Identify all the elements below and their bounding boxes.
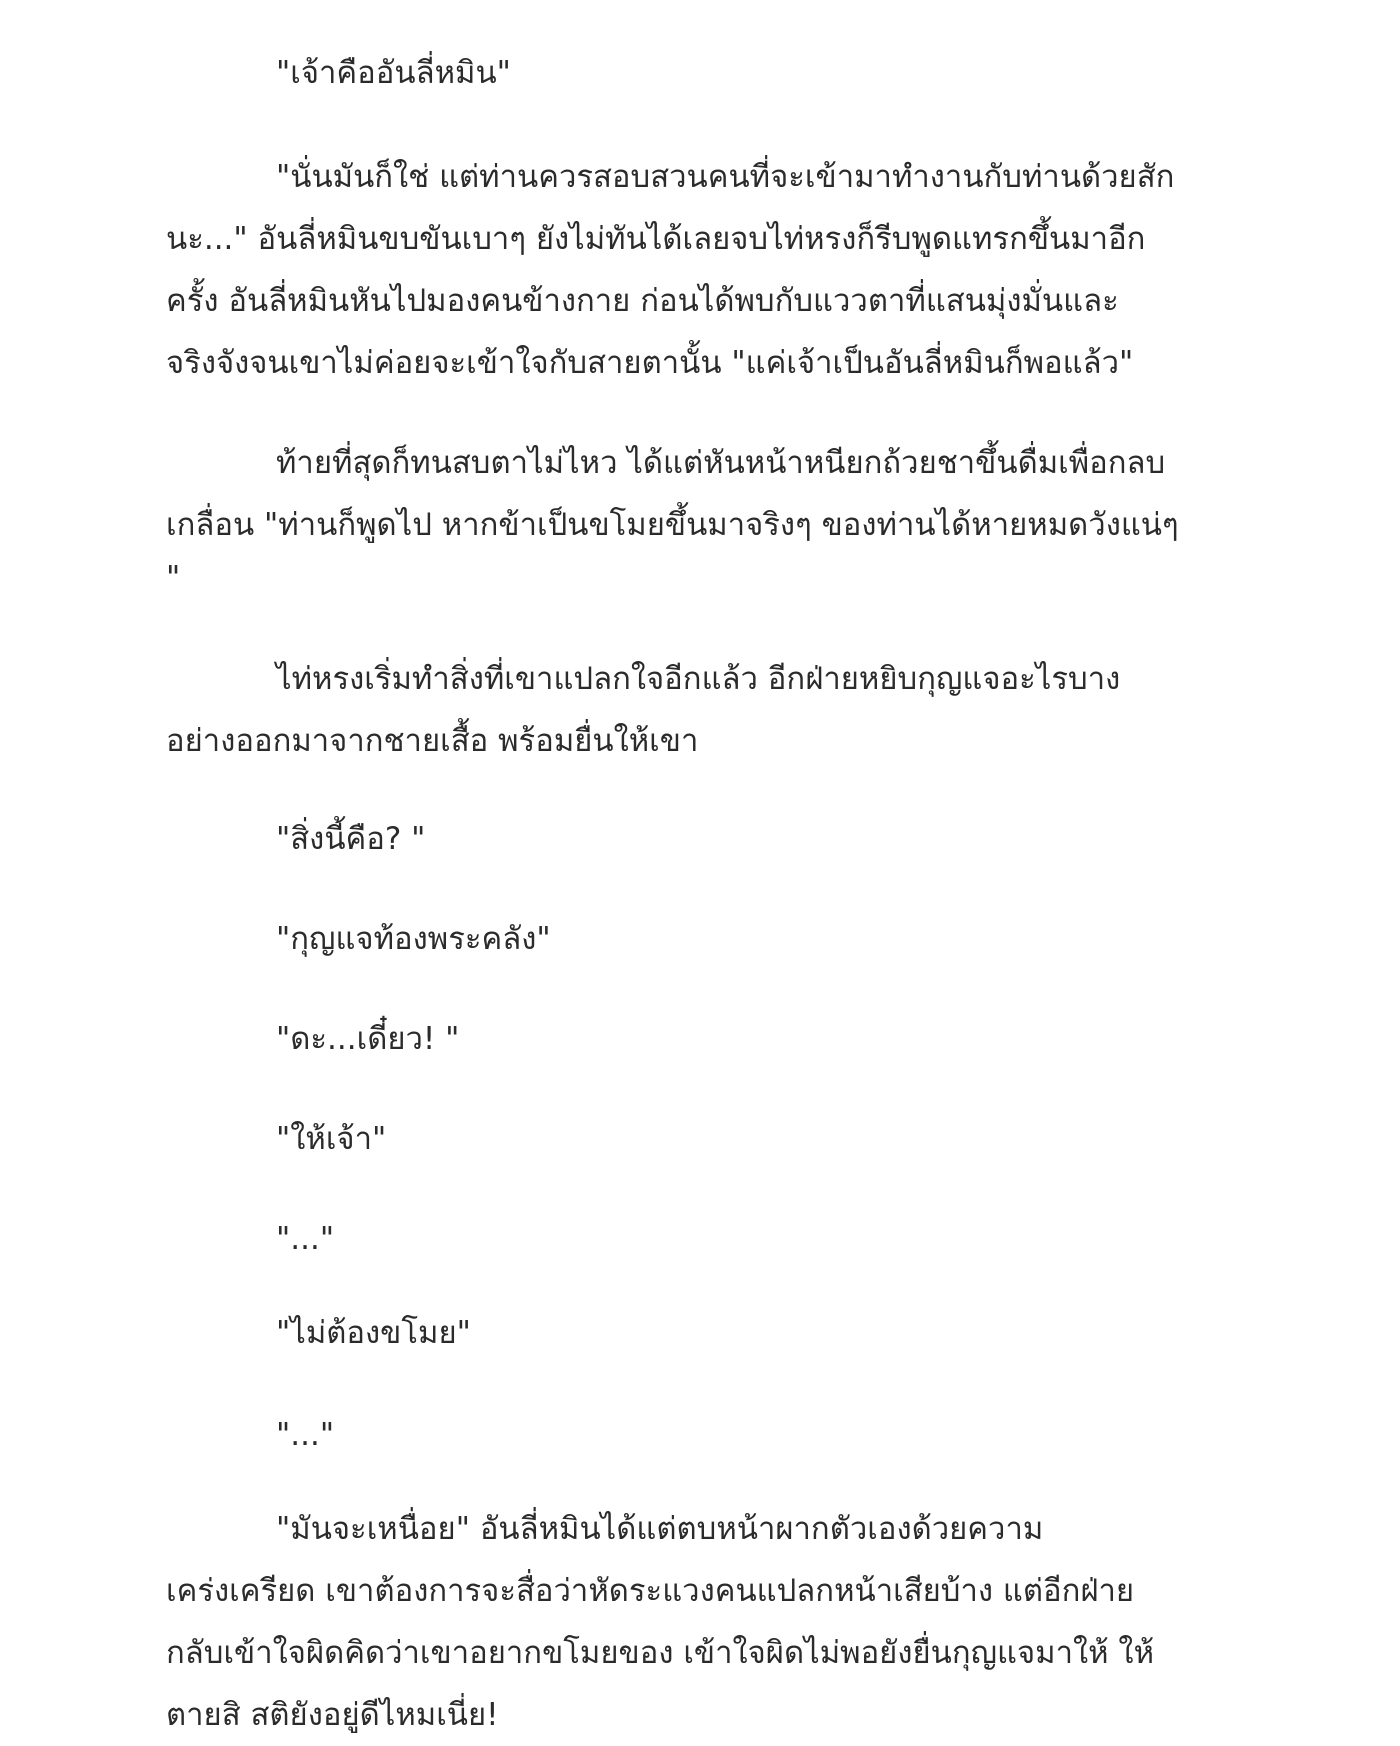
paragraph-line: "ให้เจ้า" [276,1121,387,1157]
paragraph-line: "ดะ...เดี๋ยว! " [276,1021,460,1057]
paragraph-line: ท้ายที่สุดก็ทนสบตาไม่ไหว ได้แต่หันหน้าหนียกถ้วยชาขึ้นดื่มเพื่อกลบ [276,445,1166,481]
paragraph-line: เคร่งเครียด เขาต้องการจะสื่อว่าหัดระแวงคนแปลกหน้าเสียบ้าง แต่อีกฝ่าย [166,1573,1135,1609]
paragraph-6 [276,908,551,970]
paragraph-line: " [166,560,181,596]
paragraph-1 [276,42,511,104]
paragraph-line: ไท่หรงเริ่มทำสิ่งที่เขาแปลกใจอีกแล้ว อีกฝ่ายหยิบกุญแจอะไรบาง [276,661,1121,697]
paragraph-line: "มันจะเหนื่อย" อันลี่หมินได้แต่ตบหน้าผากตัวเองด้วยความ [276,1511,1044,1547]
paragraph-line: "..." [276,1417,335,1453]
paragraph-line: "เจ้าคืออันลี่หมิน" [276,55,511,91]
paragraph-line: จริงจังจนเขาไม่ค่อยจะเข้าใจกับสายตานั้น "แค่เจ้าเป็นอันลี่หมินก็พอแล้ว" [166,345,1134,381]
paragraph-4 [166,648,1246,772]
paragraph-2 [166,146,1246,394]
paragraph-line: "สิ่งนี้คือ? " [276,821,426,857]
paragraph-line: ครั้ง อันลี่หมินหันไปมองคนข้างกาย ก่อนได้พบกับแววตาที่แสนมุ่งมั่นและ [166,283,1119,319]
paragraph-7 [276,1008,459,1070]
paragraph-line: อย่างออกมาจากชายเสื้อ พร้อมยื่นให้เขา [166,723,699,759]
paragraph-8 [276,1108,386,1170]
paragraph-line: "นั่นมันก็ใช่ แต่ท่านควรสอบสวนคนที่จะเข้ามาทำงานกับท่านด้วยสัก [276,159,1175,195]
paragraph-line: "ไม่ต้องขโมย" [276,1315,471,1351]
paragraph-5 [276,808,425,870]
paragraph-line: ตายสิ สติยังอยู่ดีไหมเนี่ย! [166,1697,499,1733]
paragraph-line: "..." [276,1221,335,1257]
paragraph-line: เกลื่อน "ท่านก็พูดไป หากข้าเป็นขโมยขึ้นมาจริงๆ ของท่านได้หายหมดวังแน่ๆ [166,507,1179,543]
paragraph-3 [166,432,1246,600]
paragraph-line: นะ..." อันลี่หมินขบขันเบาๆ ยังไม่ทันได้เลยจบไท่หรงก็รีบพูดแทรกขึ้นมาอีก [166,221,1146,257]
paragraph-12 [166,1498,1246,1746]
paragraph-line: กลับเข้าใจผิดคิดว่าเขาอยากขโมยของ เข้าใจผิดไม่พอยังยื่นกุญแจมาให้ ให้ [166,1635,1155,1671]
paragraph-10 [276,1302,471,1364]
paragraph-9 [276,1208,334,1270]
paragraph-line: "กุญแจท้องพระคลัง" [276,921,551,957]
paragraph-11 [276,1404,334,1466]
